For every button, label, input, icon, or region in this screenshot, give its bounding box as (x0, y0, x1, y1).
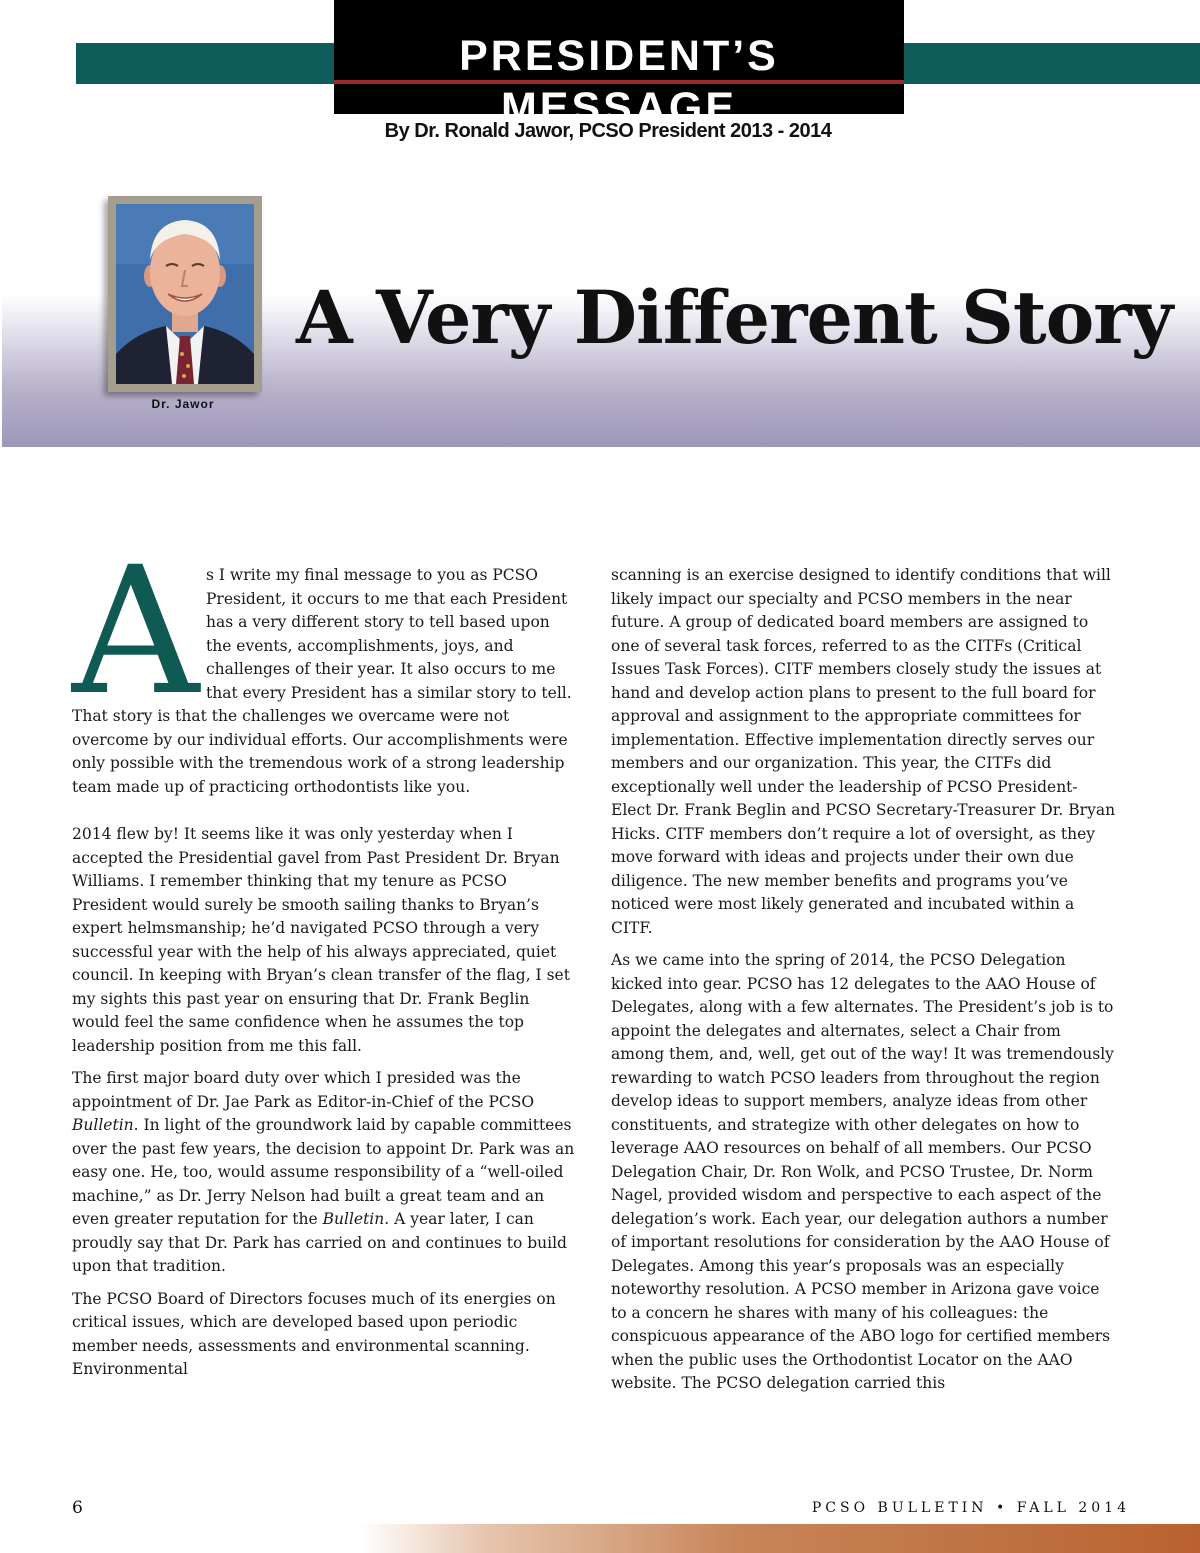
header-accent-rule (334, 80, 904, 84)
publication-name: Bulletin (322, 1210, 385, 1228)
photo-caption: Dr. Jawor (151, 397, 215, 411)
article-paragraph: 2014 flew by! It seems like it was only yesterday when I accepted the Presidential gavel from Past President Dr. Bryan Williams. I remember thinking that my tenure as PCSO President would surely be smooth sailing thanks to Bryan’s expert helmsmanship; he’d navigated PCSO through a very successful year with the help of his always appreciated, quiet council. In keeping with Bryan’s clean transfer of the flag, I set my sights this past year on ensuring that Dr. Frank Beglin would feel the same confidence when he assumes the top leadership position from me this fall. (72, 825, 570, 1055)
article-paragraph (72, 1067, 578, 1279)
article-paragraph: scanning is an exercise designed to identify conditions that will likely impact our specialty and PCSO members in the near future. A group of dedicated board members are assigned to one of several task forces, referred to as the CITFs (Critical Issues Task Forces). CITF members closely study the issues at hand and develop action plans to present to the full board for approval and assignment to the appropriate committees for implementation. Effective implementation directly serves our members and our organization. This year, the CITFs did exceptionally well under the leadership of PCSO President-Elect Dr. Frank Beglin and PCSO Secretary-Treasurer Dr. Bryan Hicks. CITF members don’t require a lot of oversight, as they move forward with ideas and projects under their own due diligence. The new member benefits and programs you’ve noticed were most likely generated and incubated within a CITF. (611, 566, 1116, 937)
author-photo-frame (108, 196, 262, 392)
paragraph-text: . A year later, I can proudly say that Dr. Park has carried on and continues to build upon that tradition. (72, 1210, 567, 1275)
page-number: 6 (72, 1498, 83, 1518)
article-paragraph: The PCSO Board of Directors focuses much of its energies on critical issues, which are developed based upon periodic member needs, assessments and environmental scanning. Environmental (72, 1289, 556, 1378)
paragraph-gap (72, 808, 578, 823)
section-title: PRESIDENT’S MESSAGE (459, 32, 779, 132)
drop-cap: A (72, 529, 200, 734)
footer-gradient-bar (360, 1524, 1200, 1553)
publication-name: Bulletin (72, 1116, 134, 1134)
article-right-column (611, 564, 1117, 1405)
article-paragraph: As we came into the spring of 2014, the PCSO Delegation kicked into gear. PCSO has 12 delegates to the AAO House of Delegates, along with a few alternates. The President’s job is to appoint the delegates and alternates, select a Chair from among them, and, well, get out of the way! It was tremendously rewarding to watch PCSO leaders from throughout the region develop ideas to support members, analyze ideas from other constituents, and strategize with other delegates on how to leverage AAO resources on behalf of all members. Our PCSO Delegation Chair, Dr. Ron Wolk, and PCSO Trustee, Dr. Norm Nagel, provided wisdom and perspective to each aspect of the delegation’s work. Each year, our delegation authors a number of important resolutions for consideration by the AAO House of Delegates. Among this year’s proposals was an especially noteworthy resolution. A PCSO member in Arizona gave voice to a concern he shares with many of his colleagues: the conspicuous appearance of the ABO logo for certified members when the public uses the Orthodontist Locator on the AAO website. The PCSO delegation carried this (611, 951, 1114, 1392)
author-byline: By Dr. Ronald Jawor, PCSO President 2013 - 2014 (384, 120, 832, 142)
portrait-photo (116, 204, 254, 384)
paragraph-text: s I write my final message to you as PCSO President, it occurs to me that each President has a very different story to tell based upon the events, accomplishments, joys, and challenges of their year. It also occurs to me that every President has a similar story to tell. That story is that the challenges we overcame were not overcome by our individual efforts. Our accomplishments were only possible with the tremendous work of a strong leadership team made up of practicing orthodontists like you. (72, 566, 572, 796)
paragraph-text: . In light of the groundwork laid by capable committees over the past few years, the decision to appoint Dr. Park was an easy one. He, too, would assume responsibility of a “well-oiled machine,” as Dr. Jerry Nelson had built a great team and an even greater reputation for the (72, 1116, 575, 1228)
article-left-column (72, 529, 578, 1391)
paragraph-text: The first major board duty over which I presided was the appointment of Dr. Jae Park as Editor-in-Chief of the PCSO (72, 1069, 535, 1111)
article-paragraph (72, 529, 578, 799)
publication-footer: PCSO BULLETIN • FALL 2014 (811, 1500, 1130, 1516)
story-title: A Very Different Story (296, 275, 1173, 361)
